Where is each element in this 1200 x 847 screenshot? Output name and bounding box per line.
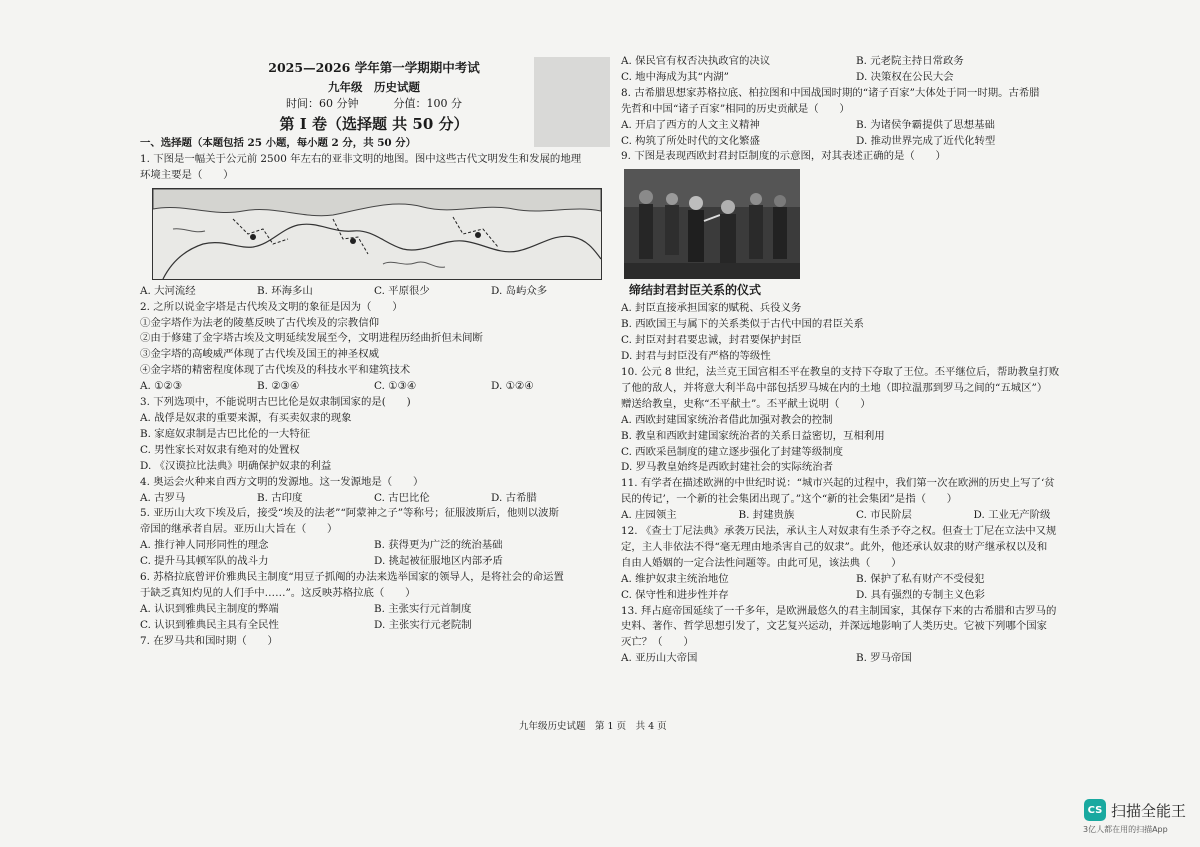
scanner-slogan: 3亿人都在用的扫描App	[1083, 825, 1168, 834]
q6-option-a[interactable]: A. 认识到雅典民主制度的弊端	[140, 602, 279, 615]
q3-line1: 3. 下列选项中，不能说明古巴比伦是奴隶制国家的是( )	[140, 396, 411, 409]
q8-options-ab	[621, 118, 1091, 134]
q8-option-a[interactable]: A. 开启了西方的人文主义精神	[621, 118, 760, 131]
scanner-name: 扫描全能王	[1111, 801, 1187, 820]
q3-option-b[interactable]: B. 家庭奴隶制是古巴比伦的一大特征	[140, 427, 311, 440]
q4-option-a[interactable]: A. 古罗马	[140, 491, 186, 504]
q1-option-d[interactable]: D. 岛屿众多	[491, 284, 548, 297]
q2-line1: 2. 之所以说金字塔是古代埃及文明的象征是因为（ ）	[140, 300, 403, 313]
q5-option-c[interactable]: C. 提升马其顿军队的战斗力	[140, 555, 269, 568]
q2-option-a[interactable]: A. ①②③	[140, 380, 183, 393]
q1-line2: 环境主要是（ ）	[140, 168, 234, 181]
q1-options	[140, 284, 608, 300]
q2-option-d[interactable]: D. ①②④	[491, 380, 534, 393]
q2-option-b[interactable]: B. ②③④	[257, 380, 300, 393]
q1-line1: 1. 下图是一幅关于公元前 2500 年左右的亚非文明的地图。图中这些古代文明发生和发展的地理	[140, 152, 582, 165]
q10-option-d[interactable]: D. 罗马教皇始终是西欧封建社会的实际统治者	[621, 461, 833, 474]
q8-option-c[interactable]: C. 构筑了所处时代的文化繁盛	[621, 134, 760, 147]
q6-options-cd	[140, 618, 608, 634]
q8-options-cd	[621, 134, 1091, 150]
left-column	[140, 58, 608, 650]
q12-option-d[interactable]: D. 具有强烈的专制主义色彩	[856, 588, 985, 601]
q12-options-ab	[621, 572, 1091, 588]
q13-line3: 灭亡？（ ）	[621, 636, 694, 649]
q13-line1: 13. 拜占庭帝国延续了一千多年，是欧洲最悠久的君主制国家，其保存下来的古希腊和古罗马的	[621, 604, 1057, 617]
q4-option-c[interactable]: C. 古巴比伦	[374, 491, 430, 504]
right-column	[621, 54, 1091, 667]
q9-option-d[interactable]: D. 封君与封臣没有严格的等级性	[621, 350, 771, 363]
q4-option-d[interactable]: D. 古希腊	[491, 491, 537, 504]
q8-line1: 8. 古希腊思想家苏格拉底、柏拉图和中国战国时期的“诸子百家”大体处于同一时期。古希腊	[621, 86, 1040, 99]
q10-option-b[interactable]: B. 教皇和西欧封建国家统治者的关系日益密切，互相利用	[621, 429, 885, 442]
exam-meta	[140, 96, 608, 112]
q11-option-a[interactable]: A. 庄园领主	[621, 509, 677, 522]
q2-statement-1: ①金字塔作为法老的陵墓反映了古代埃及的宗教信仰	[140, 316, 379, 329]
page-footer: 九年级历史试题 第 1 页 共 4 页	[519, 721, 667, 732]
q7-option-c[interactable]: C. 地中海成为其“内湖”	[621, 70, 729, 83]
q3-option-c[interactable]: C. 男性家长对奴隶有绝对的处置权	[140, 443, 300, 456]
q10-line3: 赠送给教皇，史称“丕平献土”。丕平献土说明（ ）	[621, 397, 871, 410]
q10-line2: 了他的敌人，并将意大利半岛中部包括罗马城在内的土地（即拉温那到罗马之间的“五城区”）	[621, 381, 1048, 394]
q5-option-b[interactable]: B. 获得更为广泛的统治基础	[374, 539, 503, 552]
feudal-ceremony-photo	[624, 169, 800, 279]
q6-option-d[interactable]: D. 主张实行元老院制	[374, 618, 472, 631]
part-heading: 第 I 卷（选择题 共 50 分）	[279, 115, 469, 133]
q2-statement-4: ④金字塔的精密程度体现了古代埃及的科技水平和建筑技术	[140, 364, 411, 377]
exam-time: 时间：60 分钟	[286, 97, 359, 110]
q10-option-a[interactable]: A. 西欧封建国家统治者借此加强对教会的控制	[621, 413, 833, 426]
q5-options-cd	[140, 554, 608, 570]
photo-drawing	[624, 169, 800, 279]
q13-options-ab	[621, 651, 1091, 667]
q9-option-c[interactable]: C. 封臣对封君要忠诚，封君要保护封臣	[621, 334, 802, 347]
exam-subtitle: 九年级 历史试题	[328, 80, 420, 94]
q6-line1: 6. 苏格拉底曾评价雅典民主制度“用豆子抓阄的办法来选举国家的领导人，是将社会的命运置	[140, 571, 564, 584]
ancient-civilizations-map	[152, 188, 602, 280]
q12-line3: 自由人婚姻的一定合法性问题等。由此可见，该法典（ ）	[621, 556, 902, 569]
q4-options	[140, 491, 608, 507]
q7-option-a[interactable]: A. 保民官有权否决执政官的决议	[621, 55, 771, 67]
q7-options-ab	[621, 54, 1091, 70]
q6-options-ab	[140, 602, 608, 618]
q6-option-c[interactable]: C. 认识到雅典民主具有全民性	[140, 618, 279, 631]
q9-option-b[interactable]: B. 西欧国王与属下的关系类似于古代中国的君臣关系	[621, 318, 864, 331]
q11-option-d[interactable]: D. 工业无产阶级	[973, 509, 1051, 522]
q12-option-c[interactable]: C. 保守性和进步性并存	[621, 588, 729, 601]
q12-option-b[interactable]: B. 保护了私有财产不受侵犯	[856, 572, 985, 585]
q4-option-b[interactable]: B. 古印度	[257, 491, 303, 504]
q4-line1: 4. 奥运会火种来自西方文明的发源地。这一发源地是（ ）	[140, 475, 424, 488]
q13-option-a[interactable]: A. 亚历山大帝国	[621, 652, 698, 665]
q11-options	[621, 508, 1091, 524]
q11-line1: 11. 有学者在描述欧洲的中世纪时说：“城市兴起的过程中，我们第一次在欧洲的历史上写了‘贫	[621, 477, 1055, 490]
q13-line2: 史料、著作、哲学思想引发了，文艺复兴运动，并深远地影响了人类历史。它被下列哪个国家	[621, 620, 1048, 633]
q12-options-cd	[621, 588, 1091, 604]
q5-option-a[interactable]: A. 推行神人同形同性的理念	[140, 539, 269, 552]
q6-option-b[interactable]: B. 主张实行元首制度	[374, 602, 472, 615]
q12-line1: 12. 《查士丁尼法典》承袭万民法，承认主人对奴隶有生杀予夺之权。但查士丁尼在立法中又规	[621, 525, 1057, 538]
q8-option-b[interactable]: B. 为诸侯争霸提供了思想基础	[856, 118, 995, 131]
q6-line2: 于缺乏真知灼见的人们手中……”。这反映苏格拉底（ ）	[140, 586, 416, 599]
scanner-watermark	[1084, 799, 1186, 821]
q13-option-b[interactable]: B. 罗马帝国	[856, 652, 912, 665]
q11-line2: 民的传记’，一个新的社会集团出现了。”这个“新的社会集团”是指（ ）	[621, 493, 958, 506]
q7-line1: 7. 在罗马共和国时期（ ）	[140, 634, 278, 647]
q5-options-ab	[140, 538, 608, 554]
q7-option-b[interactable]: B. 元老院主持日常政务	[856, 55, 964, 67]
q2-option-c[interactable]: C. ①③④	[374, 380, 417, 393]
q12-option-a[interactable]: A. 维护奴隶主统治地位	[621, 572, 729, 585]
q8-line2: 先哲和中国“诸子百家”相同的历史贡献是（ ）	[621, 102, 850, 115]
q3-option-d[interactable]: D. 《汉谟拉比法典》明确保护奴隶的利益	[140, 459, 332, 472]
camscanner-icon: CS	[1084, 799, 1106, 821]
q1-option-c[interactable]: C. 平原很少	[374, 284, 430, 297]
q12-line2: 定，主人非依法不得“毫无理由地杀害自己的奴隶”。此外，他还承认奴隶的财产继承权以及和	[621, 540, 1048, 553]
exam-title: 2025—2026 学年第一学期期中考试	[268, 60, 480, 75]
q2-statement-3: ③金字塔的高峻威严体现了古代埃及国王的神圣权威	[140, 348, 379, 361]
q5-option-d[interactable]: D. 挑起被征服地区内部矛盾	[374, 555, 503, 568]
q9-option-a[interactable]: A. 封臣直接承担国家的赋税、兵役义务	[621, 302, 802, 315]
q7-options-cd	[621, 70, 1091, 86]
q10-option-c[interactable]: C. 西欧采邑制度的建立逐步强化了封建等级制度	[621, 445, 843, 458]
exam-score: 分值：100 分	[393, 97, 462, 110]
q5-line1: 5. 亚历山大攻下埃及后，接受“埃及的法老”“阿蒙神之子”等称号；征服波斯后，他则以波斯	[140, 507, 559, 520]
q2-statement-2: ②由于修建了金字塔古埃及文明延续发展至今，文明进程历经曲折但未间断	[140, 332, 483, 345]
q3-option-a[interactable]: A. 战俘是奴隶的重要来源，有买卖奴隶的现象	[140, 411, 352, 424]
q9-line1: 9. 下图是表现西欧封君封臣制度的示意图，对其表述正确的是（ ）	[621, 150, 946, 163]
section-heading: 一、选择题（本题包括 25 小题，每小题 2 分，共 50 分）	[140, 137, 417, 149]
q11-option-c[interactable]: C. 市民阶层	[856, 509, 912, 522]
photo-caption: 缔结封君封臣关系的仪式	[629, 283, 762, 298]
q11-option-b[interactable]: B. 封建贵族	[738, 509, 795, 522]
map-drawing	[153, 189, 601, 279]
q1-option-b[interactable]: B. 环海多山	[257, 284, 313, 297]
q10-line1: 10. 公元 8 世纪，法兰克王国宫相丕平在教皇的支持下夺取了王位。丕平继位后，帮助教皇打败	[621, 365, 1060, 378]
q1-option-a[interactable]: A. 大河流经	[140, 284, 196, 297]
q8-option-d[interactable]: D. 推动世界完成了近代化转型	[856, 134, 996, 147]
q2-options	[140, 379, 608, 395]
q7-option-d[interactable]: D. 决策权在公民大会	[856, 70, 954, 83]
q5-line2: 帝国的继承者自居。亚历山大旨在（ ）	[140, 523, 338, 536]
